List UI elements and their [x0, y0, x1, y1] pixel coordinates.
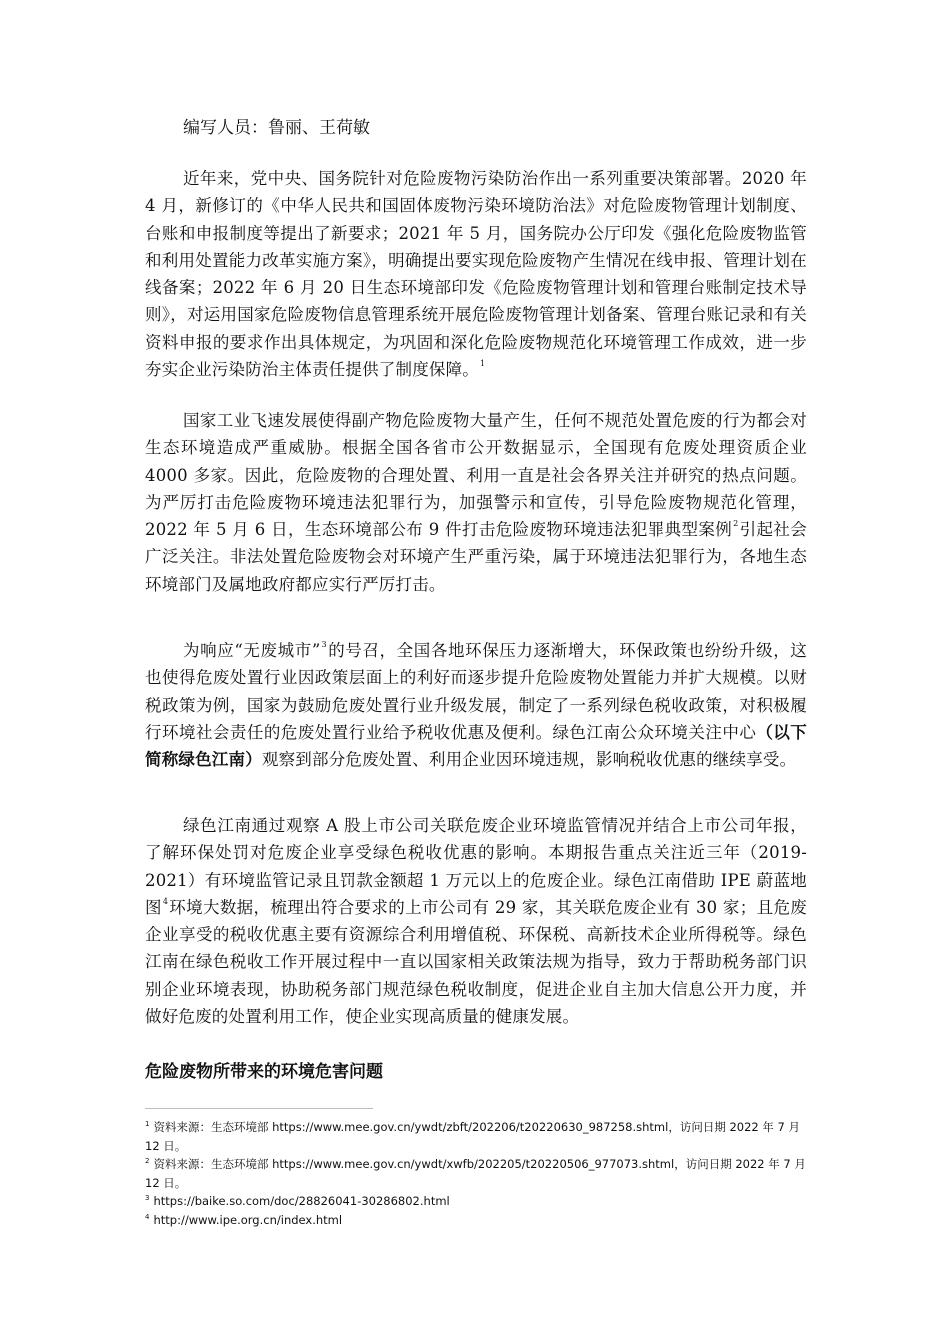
paragraph-text: 观察到部分危废处置、利用企业因环境违规，影响税收优惠的继续享受。: [261, 750, 797, 770]
footnote-number: 3: [145, 1194, 150, 1202]
hazardous-waste-paragraph: [145, 407, 807, 598]
zero-waste-city-paragraph: [145, 637, 807, 773]
paragraph-text: 的号召，全国各地环保压力逐渐增大，环保政策也纷纷升级，这也使得危废处置行业因政策层面上的利好而逐步提升危险废物处置能力并扩大规模。以财税政策为例，国家为鼓励危废处置行业升级发展，制定了一系列绿色税收政策，对积极履行环境社会责任的危废处置行业给予税收优惠及便利。绿色江南公众环境关注中心: [145, 641, 808, 742]
footnote-text[interactable]: 资料来源：生态环境部 https://www.mee.gov.cn/ywdt/zbft/202206/t20220630_987258.shtml，访问日期 2022 年 7 月 12 日。: [145, 1120, 801, 1153]
paragraph-text: 为响应“无废城市”: [183, 641, 321, 660]
footnote-ref-3[interactable]: 3: [321, 640, 327, 649]
footnote-ref-1[interactable]: 1: [480, 359, 486, 369]
paragraph-text: 引起社会广泛关注。非法处置危险废物会对环境产生严重污染，属于环境违法犯罪行为，各地生态环境部门及属地政府都应实行严厉打击。: [145, 520, 807, 594]
footnotes: [145, 1118, 807, 1229]
footnote-2: [145, 1155, 807, 1192]
bold-abbreviation: （以下简称绿色江南）: [145, 722, 807, 770]
footnote-3: [145, 1192, 807, 1211]
author-line: 编写人员：鲁丽、王荷敏: [183, 118, 370, 138]
paragraph-text: 国家工业飞速发展使得副产物危险废物大量产生，任何不规范处置危废的行为都会对生态环境造成严重威胁。根据全国各省市公开数据显示，全国现有危废处理资质企业 4000 多家。因此，危险废物的合理处置、利用一直是社会各界关注并研究的热点问题。为严厉打击危险废物环境违法犯罪行为，加强警示和宣传，引导危险废物规范化管理，2022 年 5 月 6 日，生态环境部公布 9 件打击危险废物环境违法犯罪典型案例: [145, 411, 807, 540]
paragraph-text: 环境大数据，梳理出符合要求的上市公司有 29 家，其关联危废企业有 30 家；且危废企业享受的税收优惠主要有资源综合利用增值税、环保税、高新技术企业所得税等。绿色江南在绿色税收工作开展过程中一直以国家相关政策法规为指导，致力于帮助税务部门识别企业环境表现，协助税务部门规范绿色税收制度，促进企业自主加大信息公开力度，并做好危废的处置利用工作，使企业实现高质量的健康发展。: [145, 897, 808, 1027]
paragraph-text: 绿色江南通过观察 A 股上市公司关联危废企业环境监管情况并结合上市公司年报，了解环保处罚对危废企业享受绿色税收优惠的影响。本期报告重点关注近三年（2019-2021）有环境监管记录且罚款金额超 1 万元以上的危废企业。绿色江南借助 IPE 蔚蓝地图: [145, 816, 807, 917]
report-scope-paragraph: [145, 812, 807, 1030]
footnote-link[interactable]: http://www.ipe.org.cn/index.html: [153, 1212, 343, 1227]
footnote-number: 1: [145, 1120, 150, 1128]
footnote-text[interactable]: 资料来源：生态环境部 https://www.mee.gov.cn/ywdt/xwfb/202205/t20220506_977073.shtml，访问日期 2022 年 7 月 12 日。: [145, 1157, 806, 1190]
footnote-link[interactable]: https://baike.so.com/doc/28826041-30286802.html: [153, 1194, 450, 1208]
footnote-1: [145, 1118, 807, 1155]
footnote-divider: [145, 1108, 373, 1109]
footnote-4: [145, 1211, 807, 1230]
footnote-ref-2[interactable]: 2: [733, 519, 739, 529]
footnote-number: 4: [145, 1212, 150, 1221]
intro-paragraph: [145, 165, 807, 383]
section-heading: 危险废物所带来的环境危害问题: [145, 1062, 383, 1082]
footnote-ref-4[interactable]: 4: [162, 896, 169, 906]
footnote-number: 2: [145, 1157, 150, 1165]
intro-text: 近年来，党中央、国务院针对危险废物污染防治作出一系列重要决策部署。2020 年 4 月，新修订的《中华人民共和国固体废物污染环境防治法》对危险废物管理计划制度、台账和申报制度等提出了新要求；2021 年 5 月，国务院办公厅印发《强化危险废物监管和利用处置能力改革实施方案》，明确提出要实现危险废物产生情况在线申报、管理计划在线备案；2022 年 6 月 20 日生态环境部印发《危险废物管理计划和管理台账制定技术导则》，对运用国家危险废物信息管理系统开展危险废物管理计划备案、管理台账记录和有关资料申报的要求作出具体规定，为巩固和深化危险废物规范化环境管理工作成效，进一步夯实企业污染防治主体责任提供了制度保障。: [145, 169, 807, 380]
